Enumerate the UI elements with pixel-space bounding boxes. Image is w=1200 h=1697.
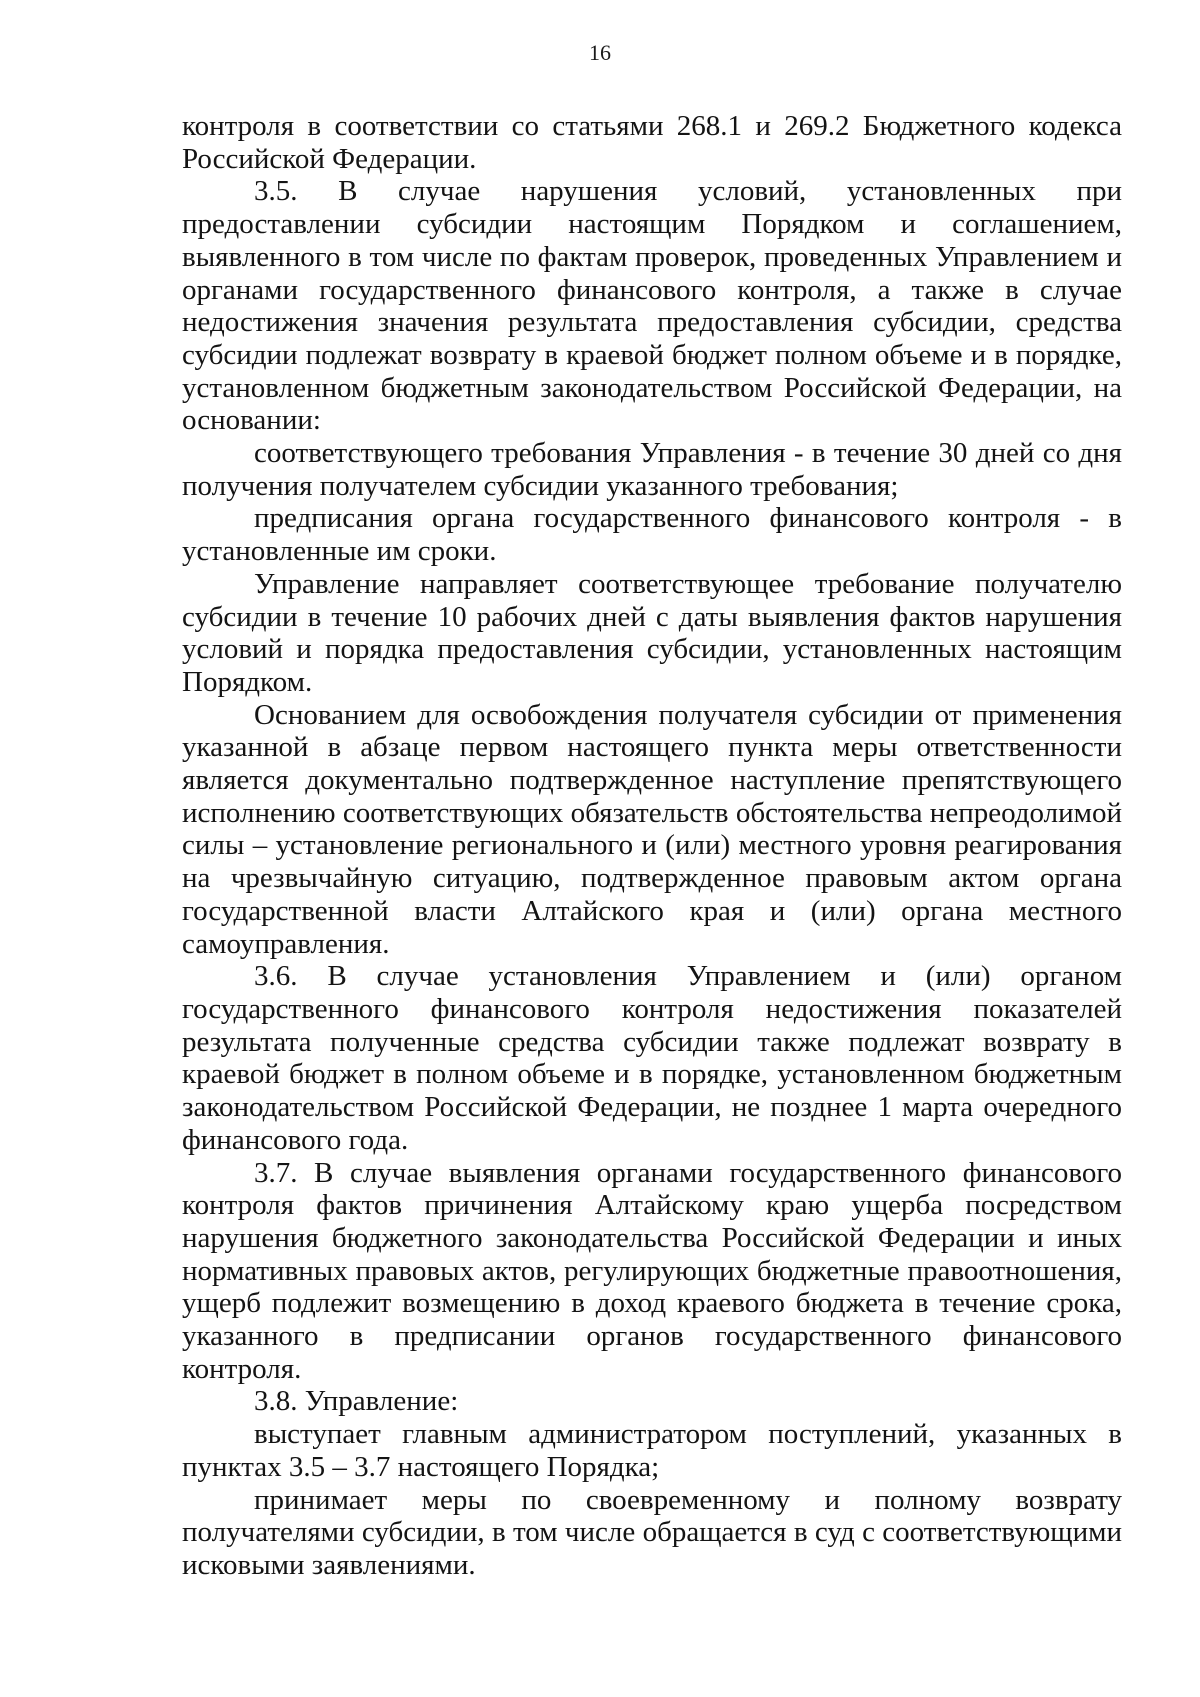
page-number: 16: [589, 40, 611, 65]
document-body: [182, 110, 1122, 1582]
paragraph-3-5: 3.5. В случае нарушения условий, установленных при предоставлении субсидии настоящим Порядком и соглашением, выявленного в том числе по фактам проверок, проведенных Управлением и органами государственного финансового контроля, а также в случае недостижения значения результата предоставления субсидии, средства субсидии подлежат возврату в краевой бюджет полном объеме и в порядке, установленном бюджетным законодательством Российской Федерации, на основании:: [182, 175, 1122, 437]
paragraph-notice-deadline: Управление направляет соответствующее требование получателю субсидии в течение 10 рабочих дней с даты выявления фактов нарушения условий и порядка предоставления субсидии, установленных настоящим Порядком.: [182, 567, 1122, 698]
paragraph-return-measures: принимает меры по своевременному и полному возврату получателями субсидии, в том числе обращается в суд с соответствующими исковыми заявлениями.: [182, 1483, 1122, 1581]
paragraph-administrator: выступает главным администратором поступлений, указанных в пунктах 3.5 – 3.7 настоящего Порядка;: [182, 1418, 1122, 1483]
paragraph-3-8: 3.8. Управление:: [254, 1385, 459, 1418]
paragraph-force-majeure: Основанием для освобождения получателя субсидии от применения указанной в абзаце первом настоящего пункта меры ответственности является документально подтвержденное наступление препятствующего исполнению соответствующих обязательств обстоятельства непреодолимой силы – установление регионального и (или) местного уровня реагирования на чрезвычайную ситуацию, подтвержденное правовым актом органа государственной власти Алтайского края и (или) органа местного самоуправления.: [182, 698, 1122, 960]
paragraph-3-7: 3.7. В случае выявления органами государственного финансового контроля фактов причинения Алтайскому краю ущерба посредством нарушения бюджетного законодательства Российской Федерации и иных нормативных правовых актов, регулирующих бюджетные правоотношения, ущерб подлежит возмещению в доход краевого бюджета в течение срока, указанного в предписании органов государственного финансового контроля.: [182, 1156, 1122, 1385]
paragraph-3-6: 3.6. В случае установления Управлением и (или) органом государственного финансового контроля недостижения показателей результата полученные средства субсидии также подлежат возврату в краевой бюджет в полном объеме и в порядке, установленном бюджетным законодательством Российской Федерации, не позднее 1 марта очередного финансового года.: [182, 960, 1122, 1156]
paragraph-requirement-basis: соответствующего требования Управления - в течение 30 дней со дня получения получателем субсидии указанного требования;: [182, 437, 1122, 502]
paragraph-continuation: контроля в соответствии со статьями 268.1 и 269.2 Бюджетного кодекса Российской Федерации.: [182, 110, 1122, 175]
paragraph-prescription-basis: предписания органа государственного финансового контроля - в установленные им сроки.: [182, 502, 1122, 568]
